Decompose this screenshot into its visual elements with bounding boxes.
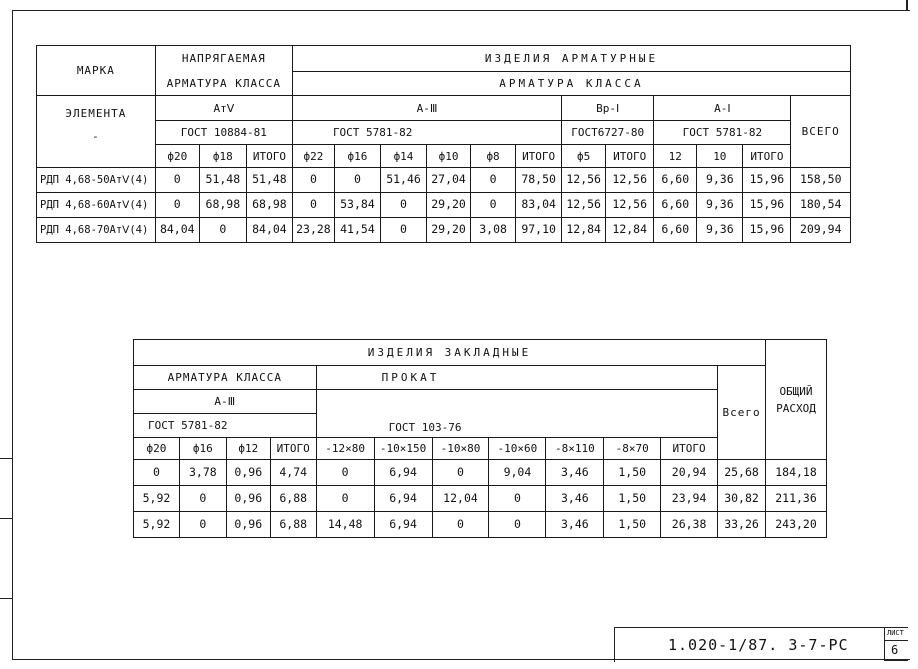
header-class-ai: А-Ⅰ	[654, 96, 791, 121]
cell: 5,92	[134, 486, 180, 512]
cell: 6,60	[654, 218, 697, 243]
cell-total: 158,50	[791, 168, 851, 193]
cell: 12,56	[562, 168, 606, 193]
cell-total: 184,18	[766, 460, 827, 486]
cell: 12,56	[562, 193, 606, 218]
cell: 0,96	[226, 486, 270, 512]
col-header: -10×60	[489, 438, 546, 460]
header-elementa	[37, 96, 156, 168]
row-mark: РДП 4,68-60АтⅤ(4)	[37, 193, 156, 218]
col-header: -8×110	[546, 438, 604, 460]
cell: 12,04	[432, 486, 489, 512]
document-code: 1.020-1/87. 3-7-РС	[668, 636, 849, 654]
col-header: ИТОГО	[516, 145, 562, 168]
header-vsego: ВСЕГО	[791, 96, 851, 168]
header-class-aiii: А-Ⅲ	[292, 96, 561, 121]
col-header: ИТОГО	[246, 145, 292, 168]
cell: 41,54	[334, 218, 380, 243]
cell: 5,92	[134, 512, 180, 538]
table-row	[37, 168, 851, 193]
cell: 12,84	[562, 218, 606, 243]
cell: 0	[432, 460, 489, 486]
header-obshiy: ОБЩИЙ	[779, 384, 813, 398]
cell: 0	[471, 168, 516, 193]
cell-total: 211,36	[766, 486, 827, 512]
cell: 15,96	[743, 193, 791, 218]
margin-tick	[0, 458, 12, 459]
cell: 0	[316, 486, 374, 512]
header-armatura-klassa: АРМАТУРА КЛАССА	[134, 366, 317, 390]
cell: 15,96	[743, 168, 791, 193]
frame-tick	[906, 0, 908, 10]
cell: 6,88	[270, 486, 316, 512]
col-header: ф10	[427, 145, 471, 168]
cell: 0,96	[226, 512, 270, 538]
col-header: 12	[654, 145, 697, 168]
cell: 0	[316, 460, 374, 486]
cell: 51,48	[246, 168, 292, 193]
cell: 12,84	[606, 218, 654, 243]
margin-tick	[0, 598, 12, 599]
cell: 68,98	[199, 193, 246, 218]
header-gost-prokat: ГОСТ 103-76	[316, 390, 717, 438]
table-row	[37, 193, 851, 218]
cell: 78,50	[516, 168, 562, 193]
cell: 23,28	[292, 218, 334, 243]
cell: 84,04	[246, 218, 292, 243]
header-armatura-klassa: АРМАТУРА КЛАССА	[292, 72, 850, 96]
cell: 6,94	[374, 512, 432, 538]
cell: 3,08	[471, 218, 516, 243]
cell: 9,36	[697, 168, 743, 193]
header-prokat: ПРОКАТ	[316, 366, 717, 390]
header-gost-aiii: ГОСТ 5781-82	[292, 121, 561, 145]
cell: 0,96	[226, 460, 270, 486]
col-header: ф20	[155, 145, 199, 168]
cell: 97,10	[516, 218, 562, 243]
col-header: ф16	[179, 438, 226, 460]
cell: 0	[155, 193, 199, 218]
header-gost-aiii: ГОСТ 5781-82	[134, 414, 317, 438]
header-izdelia-zakladnye: ИЗДЕЛИЯ ЗАКЛАДНЫЕ	[134, 340, 766, 366]
cell-total: 243,20	[766, 512, 827, 538]
cell: 15,96	[743, 218, 791, 243]
cell: 23,94	[661, 486, 718, 512]
cell: 6,60	[654, 168, 697, 193]
cell: 3,46	[546, 486, 604, 512]
cell: 3,46	[546, 512, 604, 538]
cell: 12,56	[606, 193, 654, 218]
cell: 25,68	[718, 460, 766, 486]
cell: 84,04	[155, 218, 199, 243]
cell: 29,20	[427, 193, 471, 218]
header-class-aiii: А-Ⅲ	[134, 390, 317, 414]
cell: 0	[134, 460, 180, 486]
cell: 3,46	[546, 460, 604, 486]
col-header: ф14	[380, 145, 426, 168]
col-header: ф22	[292, 145, 334, 168]
cell-total: 180,54	[791, 193, 851, 218]
header-elementa-label: ЭЛЕМЕНТА	[65, 107, 127, 120]
cell: 0	[489, 486, 546, 512]
cell: 0	[380, 218, 426, 243]
header-class-bpi: Вр-Ⅰ	[562, 96, 654, 121]
header-izdelia-armaturnye: ИЗДЕЛИЯ АРМАТУРНЫЕ	[292, 46, 850, 72]
cell: 1,50	[604, 460, 661, 486]
cell: 1,50	[604, 486, 661, 512]
col-header: ф16	[334, 145, 380, 168]
table-row	[134, 460, 827, 486]
col-header: 10	[697, 145, 743, 168]
cell: 0	[155, 168, 199, 193]
header-napr: НАПРЯГАЕМАЯ	[155, 46, 292, 72]
col-header: -8×70	[604, 438, 661, 460]
col-header: ф8	[471, 145, 516, 168]
header-gost-ai: ГОСТ 5781-82	[654, 121, 791, 145]
margin-tick	[0, 518, 12, 519]
cell: 51,48	[199, 168, 246, 193]
cell: 9,04	[489, 460, 546, 486]
cell: 9,36	[697, 218, 743, 243]
cell: 1,50	[604, 512, 661, 538]
cell: 0	[471, 193, 516, 218]
header-napr-klass: АРМАТУРА КЛАССА	[155, 72, 292, 96]
cell: 6,88	[270, 512, 316, 538]
col-header: ф18	[199, 145, 246, 168]
cell: 6,60	[654, 193, 697, 218]
cell: 26,38	[661, 512, 718, 538]
cell-total: 209,94	[791, 218, 851, 243]
table-row	[134, 512, 827, 538]
reinforcement-table	[36, 45, 851, 243]
header-gost-atv: ГОСТ 10884-81	[155, 121, 292, 145]
cell: 0	[292, 168, 334, 193]
header-rashod: РАСХОД	[776, 401, 816, 415]
col-header: ф20	[134, 438, 180, 460]
cell: 68,98	[246, 193, 292, 218]
cell: 6,94	[374, 460, 432, 486]
col-header: ИТОГО	[661, 438, 718, 460]
col-header: ИТОГО	[270, 438, 316, 460]
col-header: -10×80	[432, 438, 489, 460]
col-header: ф5	[562, 145, 606, 168]
sheet-number: 6	[891, 643, 899, 657]
header-vsego: Всего	[718, 366, 766, 460]
cell: 33,26	[718, 512, 766, 538]
cell: 27,04	[427, 168, 471, 193]
cell: 0	[489, 512, 546, 538]
table-row	[37, 218, 851, 243]
col-header: ф12	[226, 438, 270, 460]
cell: 0	[179, 486, 226, 512]
header-gost-bpi: ГОСТ6727-80	[562, 121, 654, 145]
cell: 0	[292, 193, 334, 218]
row-mark: РДП 4,68-70АтⅤ(4)	[37, 218, 156, 243]
cell: 0	[380, 193, 426, 218]
cell: 9,36	[697, 193, 743, 218]
sheet-label: ЛИСТ	[887, 629, 904, 637]
cell: 20,94	[661, 460, 718, 486]
cell: 83,04	[516, 193, 562, 218]
col-header: -12×80	[316, 438, 374, 460]
header-class-atv: АтⅤ	[155, 96, 292, 121]
cell: 3,78	[179, 460, 226, 486]
cell: 51,46	[380, 168, 426, 193]
cell: 14,48	[316, 512, 374, 538]
table-row	[134, 486, 827, 512]
header-obshiy-rashod	[766, 340, 827, 460]
col-header: ИТОГО	[743, 145, 791, 168]
col-header: ИТОГО	[606, 145, 654, 168]
cell: 6,94	[374, 486, 432, 512]
row-mark: РДП 4,68-50АтⅤ(4)	[37, 168, 156, 193]
cell: 0	[334, 168, 380, 193]
cell: 0	[179, 512, 226, 538]
header-dash: -	[92, 130, 100, 143]
cell: 4,74	[270, 460, 316, 486]
header-marka: МАРКА	[37, 46, 156, 96]
cell: 0	[432, 512, 489, 538]
sheet-divider	[884, 640, 908, 641]
cell: 0	[199, 218, 246, 243]
cell: 53,84	[334, 193, 380, 218]
embedded-items-table	[133, 339, 827, 538]
col-header: -10×150	[374, 438, 432, 460]
cell: 29,20	[427, 218, 471, 243]
cell: 12,56	[606, 168, 654, 193]
cell: 30,82	[718, 486, 766, 512]
